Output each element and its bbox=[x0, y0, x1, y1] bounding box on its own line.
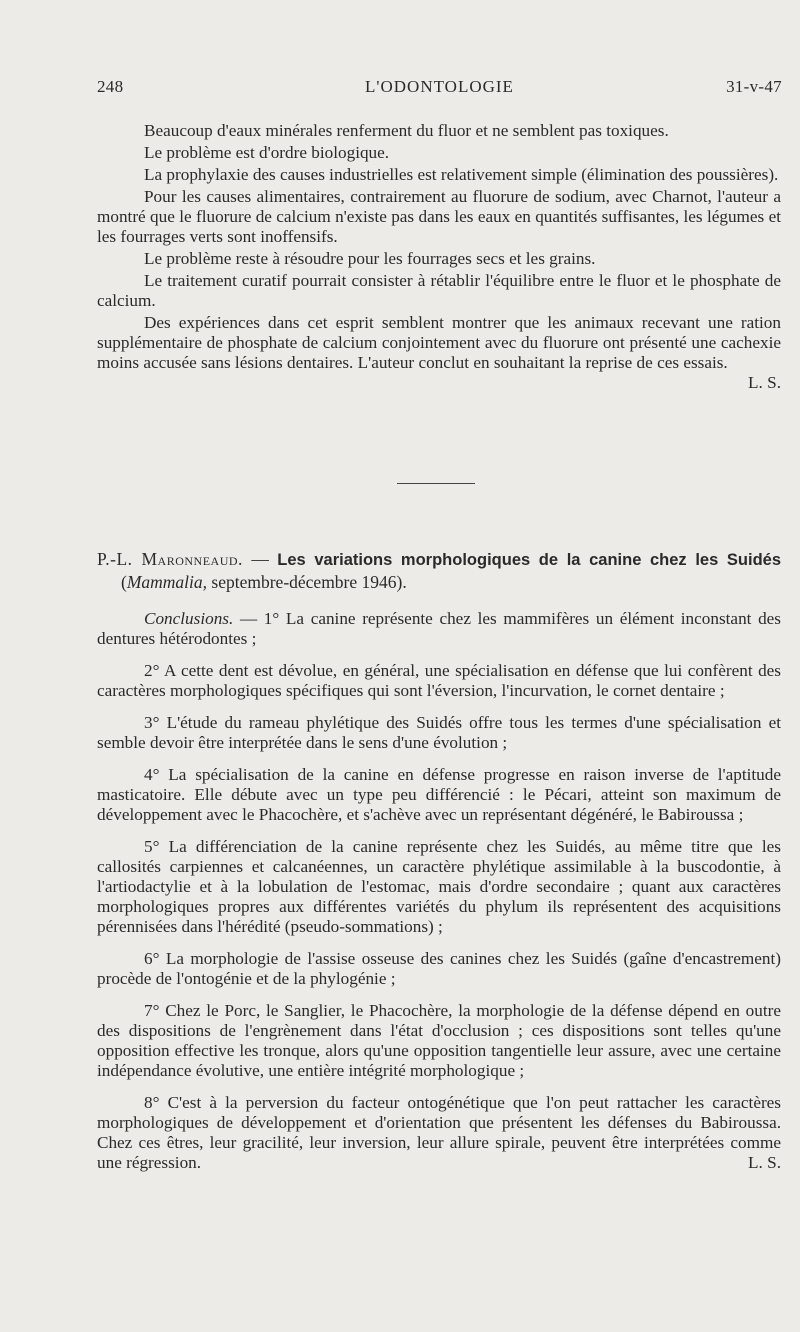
source-details: septembre-décembre 1946). bbox=[207, 572, 407, 592]
paragraph: Beaucoup d'eaux minérales renferment du fluor et ne semblent pas toxiques. bbox=[144, 121, 669, 140]
conclusion-item: 4° La spécialisation de la canine en défense progresse en raison inverse de l'aptitude masticatoire. Elle débute avec un type peu différencié : le Pécari, atteint son maximum de développement avec le Phacochère, et s'achève avec un représentant dégénéré, le Babiroussa ; bbox=[97, 765, 781, 824]
paragraph-text: Des expériences dans cet esprit semblent montrer que les animaux recevant une ration supplémentaire de phosphate de calcium conjointement avec du fluorure ont présenté une cachexie moins accusée sans lésions dentaires. L'auteur conclut en souhaitant la reprise de ces essais. bbox=[97, 313, 781, 372]
conclusion-item: 7° Chez le Porc, le Sanglier, le Phacochère, la morphologie de la défense dépend en outre des dispositions de l'engrènement dans l'état d'occlusion ; ces dispositions sont telles qu'une opposition effective les tronque, alors qu'une opposition tangentielle leur assure, avec une certaine indépendance évolutive, une entière intégrité morphologique ; bbox=[97, 1001, 781, 1080]
review-author: P.-L. Maronneaud. bbox=[97, 549, 243, 569]
heading-dash: — bbox=[242, 549, 278, 569]
conclusion-text: 1° La canine représente chez les mammifères un élément inconstant des dentures hétérodontes ; bbox=[97, 609, 781, 648]
review-heading bbox=[97, 548, 781, 593]
issue-date: 31-v-47 bbox=[726, 77, 782, 96]
source-open: ( bbox=[121, 572, 127, 592]
conclusion-item: 6° La morphologie de l'assise osseuse des canines chez les Suidés (gaîne d'encastrement) procède de l'ontogénie et de la phylogénie ; bbox=[97, 949, 781, 988]
paragraph: Le problème reste à résoudre pour les fourrages secs et les grains. bbox=[144, 249, 596, 268]
paragraph: Le traitement curatif pourrait consister à rétablir l'équilibre entre le fluor et le phosphate de calcium. bbox=[97, 271, 781, 310]
conclusions-label: Conclusions. bbox=[144, 609, 234, 628]
signature: L. S. bbox=[748, 1153, 781, 1172]
paragraph bbox=[97, 313, 781, 392]
review-title: Les variations morphologiques de la canine chez les Suidés bbox=[277, 551, 781, 569]
source-journal: Mammalia, bbox=[126, 572, 208, 592]
conclusion-item: 2° A cette dent est dévolue, en général, une spécialisation en défense que lui confèrent des caractères morphologiques spécifiques qui sont l'éversion, l'incurvation, le cornet dentaire ; bbox=[97, 661, 781, 700]
conclusions-dash: — bbox=[233, 609, 264, 628]
paragraph: Le problème est d'ordre biologique. bbox=[144, 143, 390, 162]
conclusion-item: 5° La différenciation de la canine représente chez les Suidés, au même titre que les callosités carpiennes et calcanéennes, un caractère phylétique assimilable à la buscodontie, à l'artiodactylie et à la lobulation de l'estomac, mais d'ordre secondaire ; quant aux caractères morphologiques propres aux différentes variétés du phylum ils représentent des acquisitions pérennisées dans l'hérédité (pseudo-sommations) ; bbox=[97, 837, 781, 936]
conclusion-item bbox=[97, 1093, 781, 1173]
page-number: 248 bbox=[97, 77, 124, 96]
paragraph: Pour les causes alimentaires, contrairement au fluorure de sodium, avec Charnot, l'auteur a montré que le fluorure de calcium n'existe pas dans les eaux en quantités suffisantes, les légumes et les fourrages verts sont inoffensifs. bbox=[97, 187, 781, 246]
second-review bbox=[97, 548, 781, 1185]
conclusion-text: 8° C'est à la perversion du facteur ontogénétique que l'on peut rattacher les caractères morphologiques de développement et d'orientation que présentent les défenses du Babiroussa. Chez ces êtres, leur gracilité, leur inversion, leur allure spirale, peuvent être interprétées comme une régression. bbox=[97, 1093, 781, 1172]
conclusion-item bbox=[97, 609, 781, 649]
section-divider bbox=[397, 483, 475, 484]
paragraph: La prophylaxie des causes industrielles est relativement simple (élimination des poussières). bbox=[144, 165, 779, 184]
signature: L. S. bbox=[748, 373, 781, 392]
conclusion-item: 3° L'étude du rameau phylétique des Suidés offre tous les termes d'une spécialisation et semble devoir être interprétée dans le sens d'une évolution ; bbox=[97, 713, 781, 752]
page-header bbox=[97, 77, 782, 99]
first-review bbox=[97, 121, 781, 393]
running-title: L'ODONTOLOGIE bbox=[365, 77, 514, 96]
